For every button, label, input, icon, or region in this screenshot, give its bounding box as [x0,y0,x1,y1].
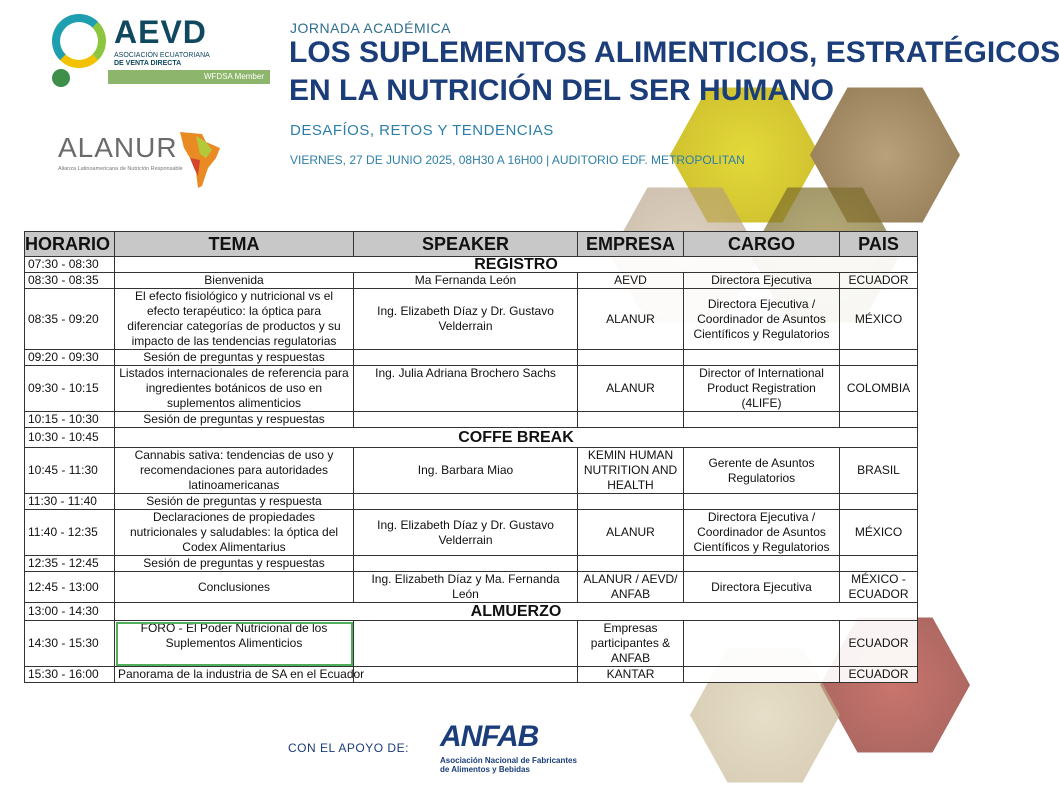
section-coffee-break: COFFE BREAK [115,428,918,448]
cell-tema: Conclusiones [115,572,354,603]
table-row [25,603,918,621]
table-row [25,428,918,448]
aevd-ring-icon [52,14,106,68]
cell-empty [578,494,684,510]
cell-empty [840,350,918,366]
cell-speaker: Ing. Elizabeth Díaz y Dr. Gustavo Velderrain [354,289,578,350]
cell-speaker [354,621,578,667]
anfab-line2: de Alimentos y Bebidas [440,765,530,774]
cell-time: 15:30 - 16:00 [25,667,115,683]
cell-pais: ECUADOR [840,273,918,289]
header-pais: PAIS [840,232,918,257]
cell-empresa: Empresas participantes & ANFAB [578,621,684,667]
cell-cargo: Director of International Product Registration (4LIFE) [684,366,840,412]
event-dateline: VIERNES, 27 DE JUNIO 2025, 08H30 A 16H00 | AUDITORIO EDF. METROPOLITAN [290,153,745,167]
event-title [289,34,1060,110]
cell-tema: El efecto fisiológico y nutricional vs el efecto terapéutico: la óptica para diferenciar categorías de productos y su impacto de las tendencias regulatorias [115,289,354,350]
table-row [25,289,918,350]
cell-time: 11:40 - 12:35 [25,510,115,556]
section-almuerzo: ALMUERZO [115,603,918,621]
cell-tema: Cannabis sativa: tendencias de uso y recomendaciones para autoridades latinoamericanas [115,448,354,494]
cell-time: 10:45 - 11:30 [25,448,115,494]
event-title-line2: EN LA NUTRICIÓN DEL SER HUMANO [289,74,835,107]
cell-time: 07:30 - 08:30 [25,257,115,273]
cell-empresa: KEMIN HUMAN NUTRITION AND HEALTH [578,448,684,494]
table-row [25,257,918,273]
cell-speaker: Ma Fernanda León [354,273,578,289]
cell-cargo [684,667,840,683]
schedule-table [24,231,918,683]
cell-time: 08:35 - 09:20 [25,289,115,350]
cell-speaker: Ing. Julia Adriana Brochero Sachs [354,366,578,412]
cell-tema: Sesión de preguntas y respuesta [115,494,354,510]
header-speaker: SPEAKER [354,232,578,257]
cell-time: 08:30 - 08:35 [25,273,115,289]
cell-pais: MÉXICO - ECUADOR [840,572,918,603]
cell-empty [354,494,578,510]
cell-empty [840,494,918,510]
cell-empty [684,350,840,366]
table-row [25,621,918,667]
cell-cargo: Gerente de Asuntos Regulatorios [684,448,840,494]
cell-empty [684,412,840,428]
cell-time: 12:35 - 12:45 [25,556,115,572]
event-kicker: JORNADA ACADÉMICA [290,20,451,36]
table-row [25,572,918,603]
cell-cargo: Directora Ejecutiva [684,273,840,289]
aevd-line2: DE VENTA DIRECTA [114,60,182,67]
table-row [25,448,918,494]
cell-time: 12:45 - 13:00 [25,572,115,603]
globe-icon [52,69,70,87]
cell-empty [354,350,578,366]
cell-empty [578,350,684,366]
cell-time: 10:30 - 10:45 [25,428,115,448]
cell-tema-foro: FORO - El Poder Nutricional de los Suplementos Alimenticios [115,621,354,667]
table-row [25,273,918,289]
cell-empty [578,412,684,428]
cell-tema: Sesión de preguntas y respuestas [115,556,354,572]
cell-cargo: Directora Ejecutiva / Coordinador de Asuntos Científicos y Regulatorios [684,510,840,556]
cell-empty [354,412,578,428]
cell-tema: Bienvenida [115,273,354,289]
section-registro: REGISTRO [115,257,918,273]
cell-pais: MÉXICO [840,289,918,350]
cell-tema: Panorama de la industria de SA en el Ecuador [115,667,354,683]
cell-speaker [354,667,578,683]
cell-empresa: KANTAR [578,667,684,683]
alanur-tagline: Alianza Latinoamericana de Nutrición Responsable [58,166,183,172]
cell-empresa: ALANUR [578,289,684,350]
cell-empty [354,556,578,572]
table-row [25,366,918,412]
cell-pais: BRASIL [840,448,918,494]
anfab-wordmark: ANFAB [440,720,539,753]
anfab-logo [440,720,600,780]
cell-cargo: Directora Ejecutiva [684,572,840,603]
cell-speaker: Ing. Elizabeth Díaz y Ma. Fernanda León [354,572,578,603]
anfab-line1: Asociación Nacional de Fabricantes [440,756,577,765]
cell-speaker: Ing. Elizabeth Díaz y Dr. Gustavo Velderrain [354,510,578,556]
cell-time: 14:30 - 15:30 [25,621,115,667]
cell-pais: ECUADOR [840,667,918,683]
cell-empty [578,556,684,572]
cell-time: 09:30 - 10:15 [25,366,115,412]
table-row [25,667,918,683]
cell-empty [684,556,840,572]
header-empresa: EMPRESA [578,232,684,257]
cell-empresa: AEVD [578,273,684,289]
alanur-logo [58,128,228,192]
cell-cargo [684,621,840,667]
table-row [25,556,918,572]
table-row [25,412,918,428]
wfdsa-badge: WFDSA Member [108,70,270,84]
cell-time: 11:30 - 11:40 [25,494,115,510]
table-row [25,510,918,556]
cell-pais: ECUADOR [840,621,918,667]
cell-empty [684,494,840,510]
table-row [25,350,918,366]
cell-tema: Sesión de preguntas y respuestas [115,412,354,428]
cell-empty [840,556,918,572]
cell-cargo: Directora Ejecutiva / Coordinador de Asuntos Científicos y Regulatorios [684,289,840,350]
support-label: CON EL APOYO DE: [288,741,409,755]
cell-pais: COLOMBIA [840,366,918,412]
aevd-name: AEVD [114,14,207,50]
alanur-name: ALANUR [58,132,178,163]
cell-speaker: Ing. Barbara Miao [354,448,578,494]
event-subtitle: DESAFÍOS, RETOS Y TENDENCIAS [290,122,554,139]
cell-time: 10:15 - 10:30 [25,412,115,428]
cell-empty [840,412,918,428]
cell-tema: Sesión de preguntas y respuestas [115,350,354,366]
cell-empresa: ALANUR [578,510,684,556]
event-title-line1: LOS SUPLEMENTOS ALIMENTICIOS, ESTRATÉGICOS [289,36,1060,69]
cell-empresa: ALANUR / AEVD/ ANFAB [578,572,684,603]
cell-empresa: ALANUR [578,366,684,412]
header-tema: TEMA [115,232,354,257]
aevd-line1: ASOCIACIÓN ECUATORIANA [114,52,210,59]
latin-america-map-icon [176,128,224,190]
cell-time: 13:00 - 14:30 [25,603,115,621]
table-row [25,494,918,510]
cell-time: 09:20 - 09:30 [25,350,115,366]
table-header-row [25,232,918,257]
cell-pais: MÉXICO [840,510,918,556]
aevd-logo [52,12,264,82]
header-horario: HORARIO [25,232,115,257]
header-cargo: CARGO [684,232,840,257]
cell-tema: Declaraciones de propiedades nutricionales y saludables: la óptica del Codex Alimentarius [115,510,354,556]
cell-tema: Listados internacionales de referencia para ingredientes botánicos de uso en suplementos alimenticios [115,366,354,412]
